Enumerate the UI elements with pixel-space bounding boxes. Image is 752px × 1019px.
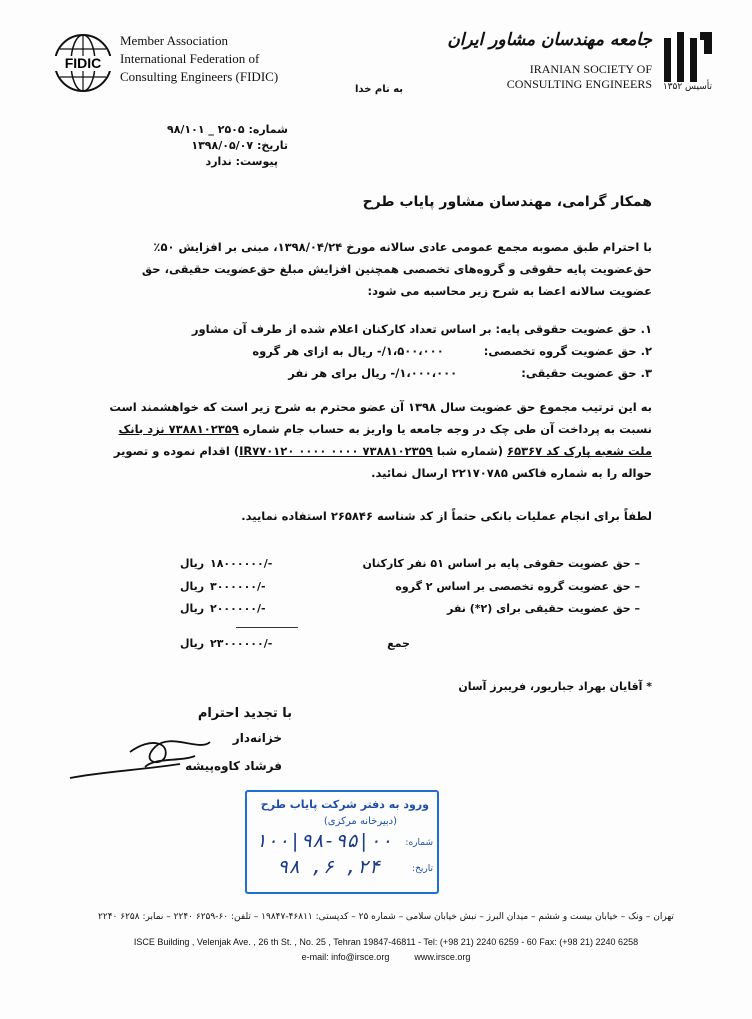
paragraph-intro: با احترام طبق مصوبه مجمع عمومی عادی سالانه مورخ ۱۳۹۸/۰۴/۲۴، مبنی بر افزایش ۵۰٪ حق‌عضویت پایه حقوقی و گروه‌های تخصصی همچنین افزایش مبلغ حق‌عضویت حقیقی، حق عضویت سالانه اعضا به شرح زیر محاسبه می شود: xyxy=(141,240,652,298)
fee-unit: ریال xyxy=(180,602,205,615)
fee-amount: ۳۰۰۰۰۰۰/- xyxy=(210,580,266,593)
fee-row-individual xyxy=(180,602,640,622)
stamp-date-label: تاریخ: xyxy=(412,864,433,874)
fidic-line-3: Consulting Engineers (FIDIC) xyxy=(120,69,279,84)
fidic-globe-logo xyxy=(52,32,114,94)
fee-rule-1: ۱. حق عضویت حقوقی پایه: بر اساس تعداد کارکنان اعلام شده از طرف آن مشاور xyxy=(191,322,652,336)
isce-name-persian: جامعه مهندسان مشاور ایران xyxy=(447,30,652,50)
isce-logo xyxy=(658,28,712,86)
letter-number: شماره: ۲۵۰۵ _ ۹۸/۱۰۱ xyxy=(166,123,288,136)
closing-phrase: با تجدید احترام xyxy=(197,706,292,721)
stamp-title: ورود به دفتر شرکت پایاب طرح xyxy=(260,798,429,811)
total-unit: ریال xyxy=(180,637,205,650)
letter-date: تاریخ: ۱۳۹۸/۰۵/۰۷ xyxy=(191,139,288,152)
total-amount: ۲۳۰۰۰۰۰۰/- xyxy=(210,637,273,650)
fidic-line-1: Member Association xyxy=(120,33,228,48)
isce-en-line-2: CONSULTING ENGINEERS xyxy=(506,77,652,91)
fee-amount: ۲۰۰۰۰۰۰/- xyxy=(210,602,266,615)
fidic-membership-text xyxy=(120,32,278,86)
receipt-stamp xyxy=(245,790,439,894)
letter-attachment: پیوست: ندارد xyxy=(205,155,278,168)
fee-label: – حق عضویت حقوقی پایه بر اساس ۵۱ نفر کارکنان xyxy=(362,557,640,570)
signer-name: فرشاد کاوه‌پیشه xyxy=(185,759,282,773)
fidic-line-2: International Federation of xyxy=(120,51,260,66)
isce-name-english xyxy=(507,62,652,92)
sheba-number: IR۷۷۰۱۲۰ ۰۰۰۰ ۰۰۰۰ ۷۳۸۸۱۰۲۳۵۹ xyxy=(239,444,433,458)
footer-address-persian: تهران – ونک – خیابان بیست و ششم – میدان البرز – نبش خیابان سلامی – شماره ۲۵ – کدپستی: ۴۶۸۱۱-۱۹۸۴۷ – تلفن: ۶۰-۶۲۵۹ ۲۲۴۰ – نمابر: ۶۲۵۸ ۲۲۴۰ xyxy=(98,912,674,922)
fee-label: – حق عضویت حقیقی برای (۲*) نفر xyxy=(447,602,640,615)
stamp-number-label: شماره: xyxy=(405,838,433,848)
fee-amount: ۱۸۰۰۰۰۰۰/- xyxy=(210,557,273,570)
total-label: جمع xyxy=(387,637,410,650)
payment-text-a: به این ترتیب مجموع حق عضویت سال ۱۳۹۸ آن عضو محترم به شرح زیر است که خواهشمند است نسبت به پرداخت آن طی چک در وجه جامعه یا واریز به حساب جام شماره xyxy=(109,400,652,436)
account-number: ۷۳۸۸۱۰۲۳۵۹ xyxy=(168,422,239,436)
letter-reference xyxy=(118,122,288,170)
payment-text-c: (شماره شبا xyxy=(432,444,508,458)
fee-rules-list xyxy=(170,318,652,384)
paragraph-payment xyxy=(104,396,652,484)
fee-rule-2: ۲. حق عضویت گروه تخصصی: ۱،۵۰۰،۰۰۰/- ریال به ازای هر گروه xyxy=(252,344,652,358)
isce-founding-year: تأسیس ۱۳۵۲ xyxy=(662,82,712,92)
fee-label: – حق عضویت گروه تخصصی بر اساس ۲ گروه xyxy=(395,580,640,593)
payment-text-b: نزد بانک ملت شعبه پارک کد xyxy=(118,422,652,458)
bismillah: به نام خدا xyxy=(355,84,404,95)
stamp-subtitle: (دبیرخانه مرکزی) xyxy=(323,816,397,827)
stamp-date: ۹۸ ,۶ ,۲۴ xyxy=(277,856,380,878)
paragraph-identifier-code: لطفاً برای انجام عملیات بانکی حتماً از کد شناسه ۲۶۵۸۴۶ استفاده نمایید. xyxy=(241,509,652,523)
footnote-names: * آقایان بهراد جباریور، فریبرز آسان xyxy=(458,680,652,693)
fee-row-base xyxy=(180,557,640,577)
total-divider xyxy=(236,627,298,628)
stamp-number: ۱۰۰|۹۸-۹۵|۰۰ xyxy=(255,830,393,852)
fidic-logo-text: FIDIC xyxy=(64,55,102,71)
signer-role: خزانه‌دار xyxy=(232,731,282,745)
branch-code: ۶۵۳۶۷ xyxy=(507,444,543,458)
isce-en-line-1: IRANIAN SOCIETY OF xyxy=(529,62,652,76)
fee-row-group xyxy=(180,580,640,600)
footer-address-english: ISCE Building , Velenjak Ave. , 26 th St. , No. 25 , Tehran 19847-46811 - Tel: (+98 21) 2240 6259 - 60 Fax: (+98 21) 2240 6258 xyxy=(133,937,639,947)
fee-row-total xyxy=(180,637,640,657)
fee-rule-3: ۳. حق عضویت حقیقی: ۱،۰۰۰،۰۰۰/- ریال برای هر نفر xyxy=(288,366,652,380)
salutation: همکار گرامی، مهندسان مشاور پایاب طرح xyxy=(362,194,652,210)
fee-unit: ریال xyxy=(180,580,205,593)
payment-text-d: ) اقدام نموده و تصویر حواله را به شماره فاکس ۲۲۱۷۰۷۸۵ ارسال نمائید. xyxy=(113,444,652,480)
footer-contact: e-mail: info@irsce.org www.irsce.org xyxy=(301,952,471,962)
fee-unit: ریال xyxy=(180,557,205,570)
